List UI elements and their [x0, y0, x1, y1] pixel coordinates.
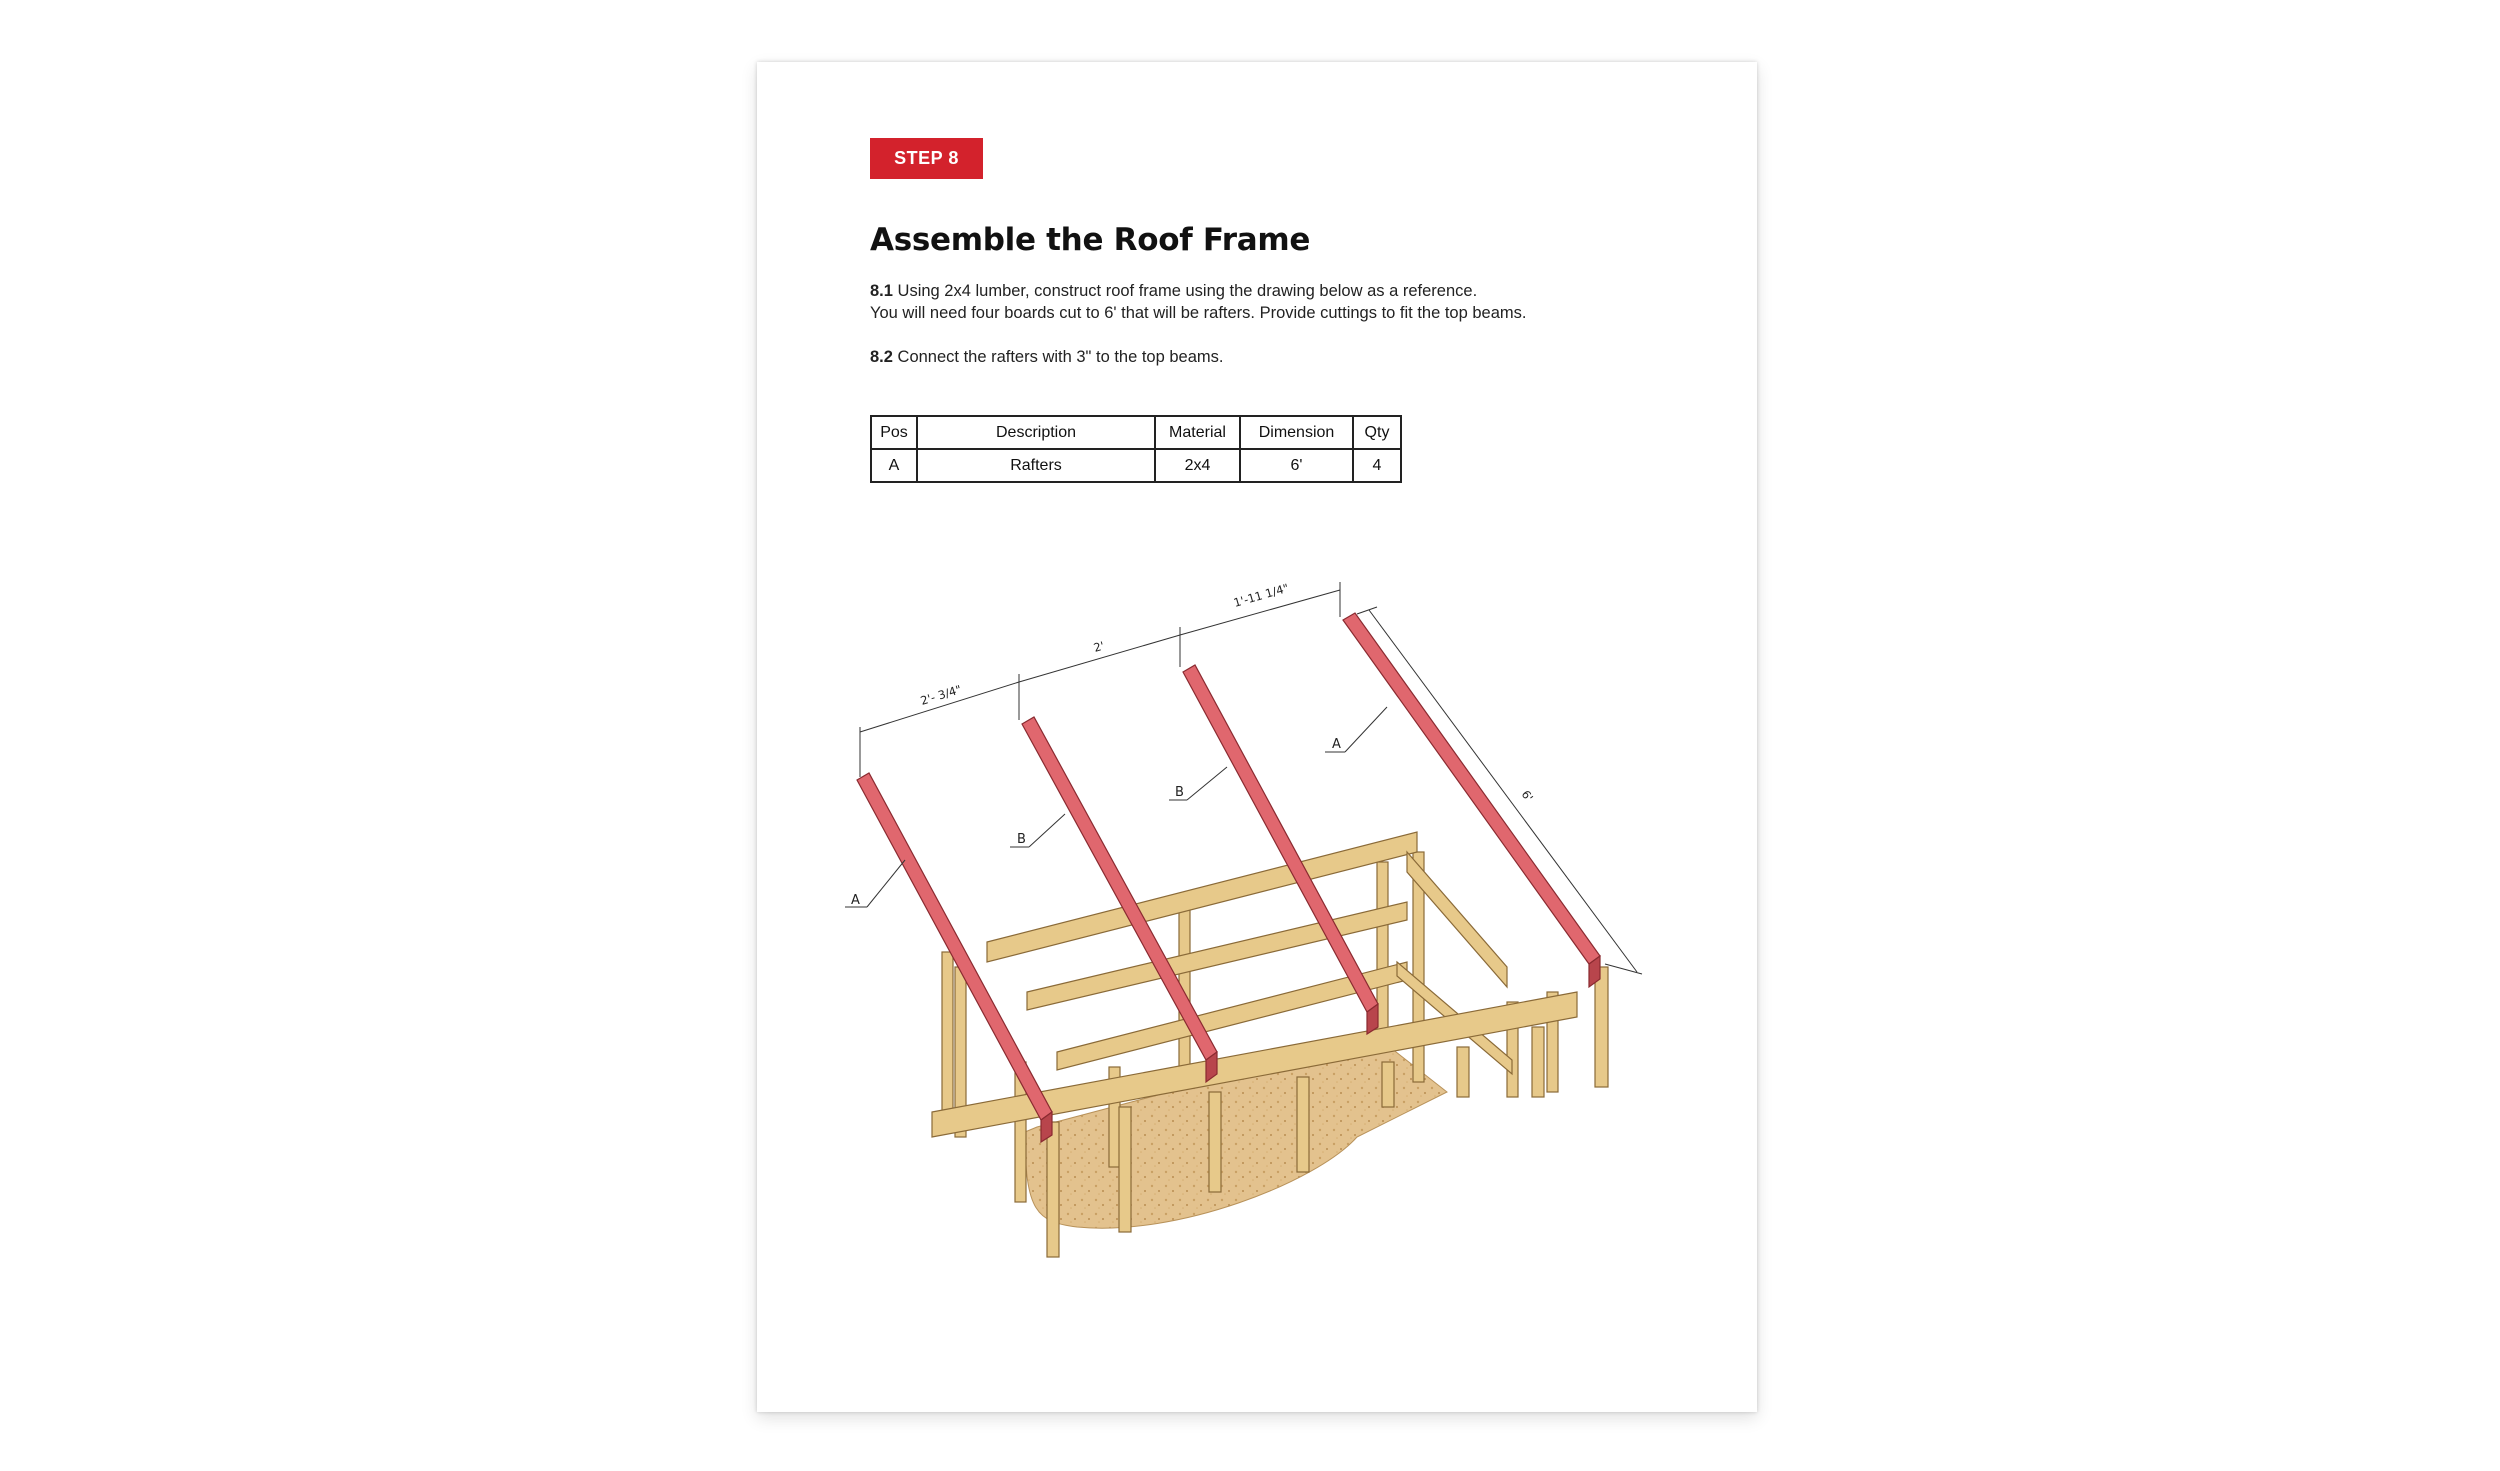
table-cell: 2x4	[1155, 449, 1240, 482]
column-header: Description	[917, 416, 1155, 449]
dimension-label-2: 2'	[1091, 638, 1106, 655]
step-number: 8.2	[870, 348, 893, 366]
dimension-label-1: 2'- 3/4"	[918, 682, 964, 708]
callout-label: B	[1017, 832, 1026, 847]
dimension-label-length: 6'	[1518, 787, 1537, 805]
instruction-text: Using 2x4 lumber, construct roof frame using the drawing below as a reference.	[897, 282, 1478, 300]
column-header: Dimension	[1240, 416, 1353, 449]
table-cell: 4	[1353, 449, 1401, 482]
callout-label: A	[851, 893, 860, 908]
instruction-text: Connect the rafters with 3" to the top beams.	[897, 348, 1224, 366]
callout-label: A	[1332, 737, 1341, 752]
table-cell: A	[871, 449, 917, 482]
instruction-page	[757, 62, 1757, 1412]
callout-label: B	[1175, 785, 1184, 800]
table-cell: 6'	[1240, 449, 1353, 482]
rafter-b-left	[1022, 717, 1217, 1060]
side-wall	[1397, 852, 1608, 1097]
dimension-label-3: 1'-11 1/4"	[1231, 580, 1291, 610]
column-header: Qty	[1353, 416, 1401, 449]
instruction-text: You will need four boards cut to 6' that will be rafters. Provide cuttings to fit the top beams.	[870, 304, 1527, 322]
column-header: Material	[1155, 416, 1240, 449]
roof-frame-drawing	[757, 62, 1757, 1412]
table-cell: Rafters	[917, 449, 1155, 482]
step-badge: STEP 8	[870, 138, 983, 179]
page-title: Assemble the Roof Frame	[870, 222, 1311, 258]
step-number: 8.1	[870, 282, 893, 300]
column-header: Pos	[871, 416, 917, 449]
